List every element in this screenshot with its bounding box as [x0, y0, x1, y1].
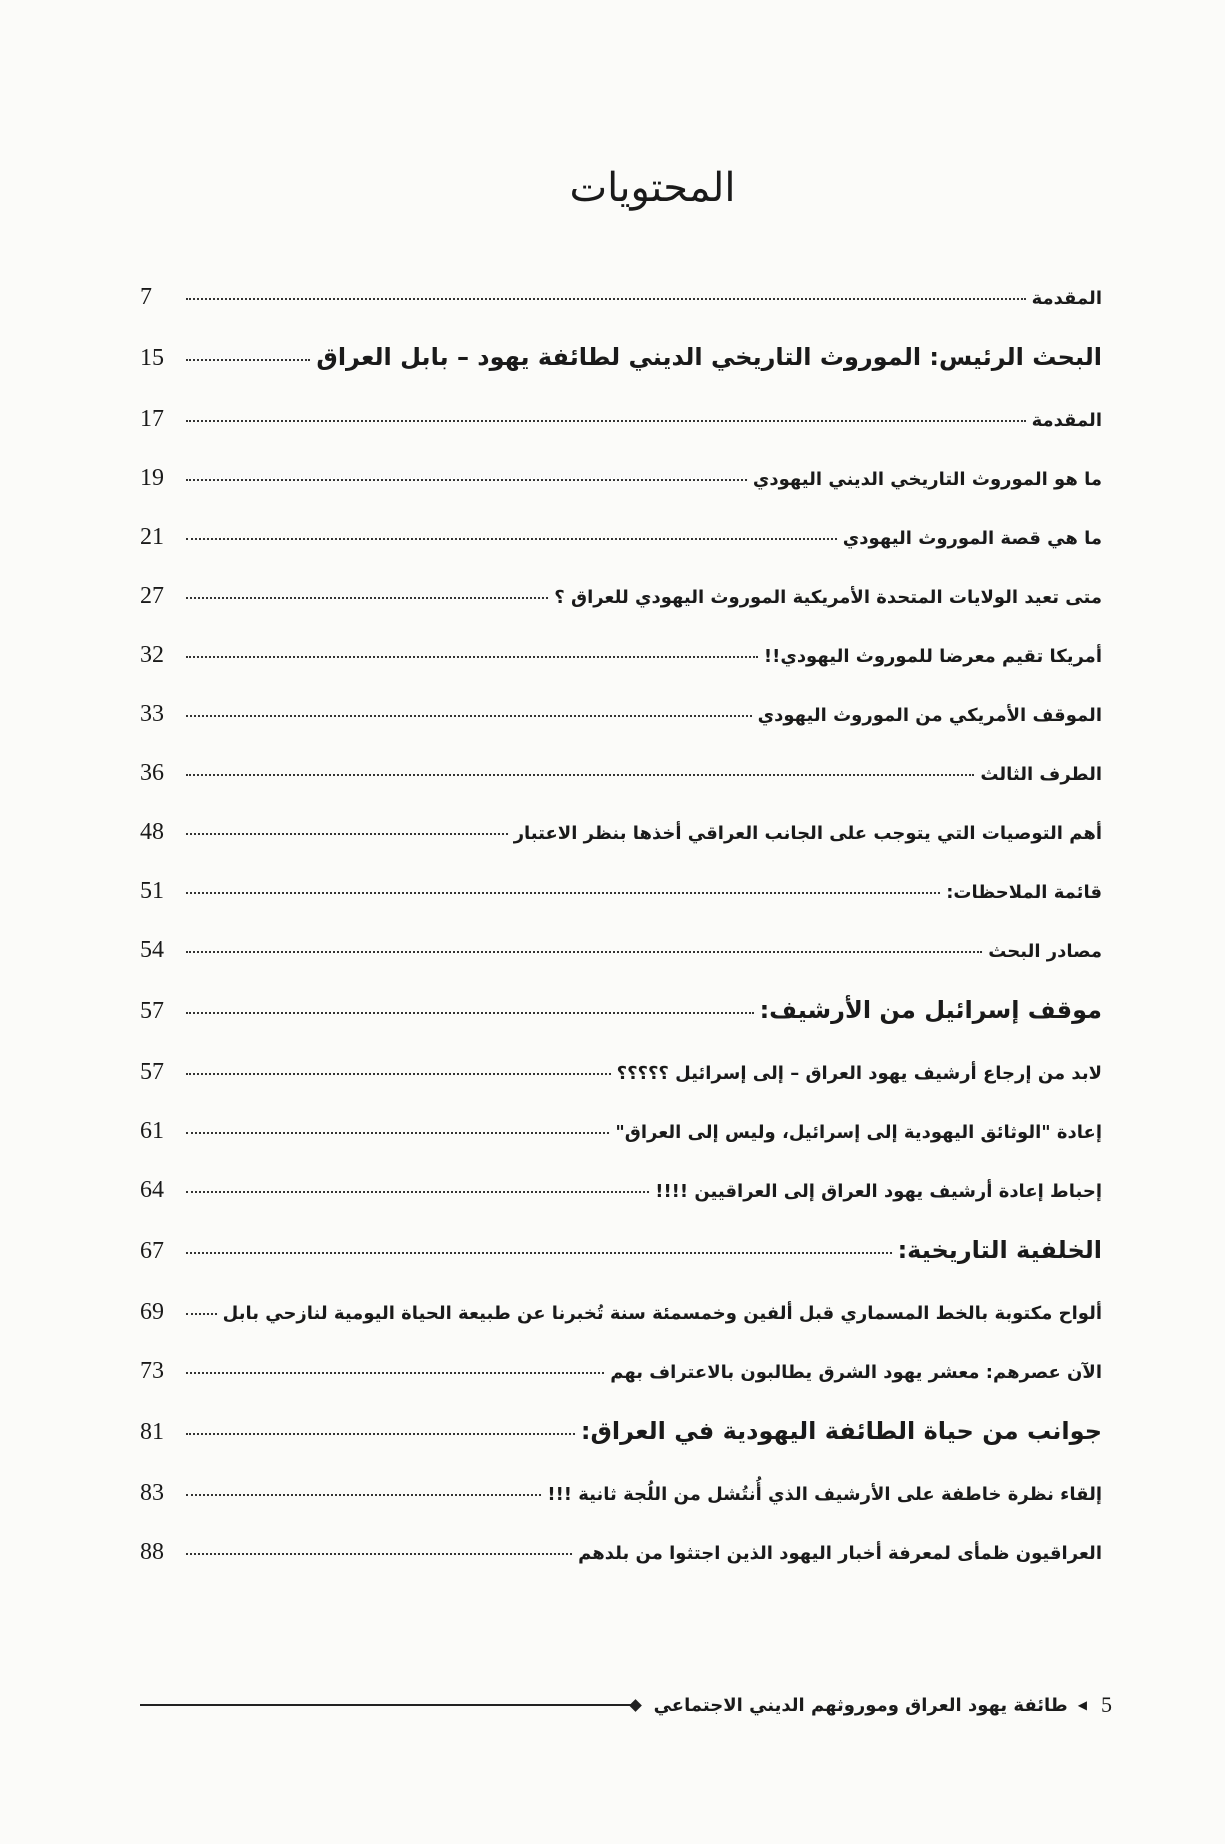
- dot-leader: [186, 538, 837, 540]
- footer-book-title: طائفة يهود العراق وموروثهم الديني الاجتماعي: [653, 1694, 1068, 1716]
- toc-entry[interactable]: [140, 1480, 1102, 1539]
- toc-entry-title: الآن عصرهم: معشر يهود الشرق يطالبون بالاعتراف بهم: [610, 1362, 1102, 1383]
- toc-entry-page: 19: [140, 465, 164, 491]
- dot-leader: [186, 1132, 609, 1134]
- toc-entry-page: 61: [140, 1118, 164, 1144]
- toc-entry-page: 7: [140, 284, 152, 310]
- toc-entry-page: 57: [140, 998, 164, 1024]
- toc-entry-page: 88: [140, 1539, 164, 1565]
- toc-entry-title: ما هي قصة الموروث اليهودي: [842, 528, 1102, 549]
- toc-entry-title: أهم التوصيات التي يتوجب على الجانب العراقي أخذها بنظر الاعتبار: [513, 823, 1102, 844]
- toc-entry-page: 67: [140, 1238, 164, 1264]
- toc-entry-title: جوانب من حياة الطائفة اليهودية في العراق:: [580, 1417, 1102, 1445]
- toc-entry-title: العراقيون ظمأى لمعرفة أخبار اليهود الذين اجتثوا من بلدهم: [578, 1543, 1102, 1564]
- toc-entry-page: 48: [140, 819, 164, 845]
- toc-entry[interactable]: [140, 284, 1102, 343]
- page-title: المحتويات: [569, 165, 736, 211]
- toc-entry[interactable]: [140, 343, 1102, 406]
- dot-leader: [186, 1313, 217, 1315]
- page-footer: [140, 1692, 1112, 1718]
- toc-entry-title: الموقف الأمريكي من الموروث اليهودي: [757, 705, 1102, 726]
- toc-entry-title: المقدمة: [1031, 410, 1102, 431]
- toc-entry-page: 81: [140, 1419, 164, 1445]
- toc-entry-page: 51: [140, 878, 164, 904]
- toc-entry[interactable]: [140, 1118, 1102, 1177]
- toc-entry-title: مصادر البحث: [988, 941, 1102, 962]
- toc-entry-title: ما هو الموروث التاريخي الديني اليهودي: [752, 469, 1102, 490]
- toc-entry[interactable]: [140, 878, 1102, 937]
- dot-leader: [186, 1012, 754, 1014]
- diamond-ornament-icon: [629, 1699, 642, 1712]
- toc-entry-page: 15: [140, 345, 164, 371]
- dot-leader: [186, 1191, 649, 1193]
- toc-entry[interactable]: [140, 583, 1102, 642]
- toc-entry-title: لابد من إرجاع أرشيف يهود العراق – إلى إسرائيل ؟؟؟؟؟: [616, 1063, 1102, 1084]
- dot-leader: [186, 420, 1026, 422]
- toc-entry-title: إعادة "الوثائق اليهودية إلى إسرائيل، وليس إلى العراق": [615, 1122, 1102, 1143]
- toc-entry[interactable]: [140, 819, 1102, 878]
- dot-leader: [186, 1073, 611, 1075]
- toc-entry[interactable]: [140, 524, 1102, 583]
- toc-entry-page: 21: [140, 524, 164, 550]
- toc-entry[interactable]: [140, 642, 1102, 701]
- toc-entry[interactable]: [140, 1358, 1102, 1417]
- dot-leader: [186, 656, 758, 658]
- dot-leader: [186, 715, 752, 717]
- toc-entry-title: إلقاء نظرة خاطفة على الأرشيف الذي أُنتُشل من اللُجة ثانية !!!: [547, 1484, 1102, 1505]
- dot-leader: [186, 1372, 604, 1374]
- toc-entry-page: 57: [140, 1059, 164, 1085]
- toc-entry[interactable]: [140, 760, 1102, 819]
- toc-entry-title: إحباط إعادة أرشيف يهود العراق إلى العراقيين !!!!: [655, 1181, 1102, 1202]
- toc-entry[interactable]: [140, 996, 1102, 1059]
- dot-leader: [186, 1433, 575, 1435]
- toc-entry-title: البحث الرئيس: الموروث التاريخي الديني لطائفة يهود – بابل العراق: [316, 343, 1102, 371]
- dot-leader: [186, 1252, 892, 1254]
- toc-entry-page: 32: [140, 642, 164, 668]
- toc-entry-title: قائمة الملاحظات:: [946, 882, 1102, 903]
- toc-entry-title: الطرف الثالث: [980, 764, 1102, 785]
- dot-leader: [186, 1494, 541, 1496]
- footer-rule: [140, 1704, 631, 1706]
- toc-entry[interactable]: [140, 1059, 1102, 1118]
- dot-leader: [186, 479, 747, 481]
- toc-entry-title: المقدمة: [1031, 288, 1102, 309]
- table-of-contents: [140, 284, 1102, 1598]
- toc-entry-page: 64: [140, 1177, 164, 1203]
- toc-entry-title: متى تعيد الولايات المتحدة الأمريكية الموروث اليهودي للعراق ؟: [554, 587, 1102, 608]
- toc-entry-title: أمريكا تقيم معرضا للموروث اليهودي!!: [763, 646, 1102, 667]
- toc-entry[interactable]: [140, 701, 1102, 760]
- toc-entry[interactable]: [140, 1236, 1102, 1299]
- toc-entry[interactable]: [140, 1539, 1102, 1598]
- dot-leader: [186, 833, 508, 835]
- toc-entry-page: 73: [140, 1358, 164, 1384]
- toc-entry[interactable]: [140, 465, 1102, 524]
- toc-entry-title: ألواح مكتوبة بالخط المسماري قبل ألفين وخمسمئة سنة تُخبرنا عن طبيعة الحياة اليومية لنازحي بابل: [222, 1303, 1102, 1324]
- toc-entry[interactable]: [140, 406, 1102, 465]
- toc-entry[interactable]: [140, 1299, 1102, 1358]
- toc-entry-page: 36: [140, 760, 164, 786]
- toc-entry-page: 33: [140, 701, 164, 727]
- toc-entry[interactable]: [140, 1417, 1102, 1480]
- footer-page-number: 5: [1101, 1692, 1112, 1717]
- toc-entry[interactable]: [140, 937, 1102, 996]
- dot-leader: [186, 359, 310, 361]
- toc-entry-page: 27: [140, 583, 164, 609]
- dot-leader: [186, 774, 974, 776]
- dot-leader: [186, 951, 982, 953]
- triangle-icon: ◀: [1077, 1698, 1087, 1712]
- toc-entry[interactable]: [140, 1177, 1102, 1236]
- toc-entry-page: 83: [140, 1480, 164, 1506]
- toc-entry-page: 54: [140, 937, 164, 963]
- dot-leader: [186, 892, 940, 894]
- toc-entry-page: 69: [140, 1299, 164, 1325]
- dot-leader: [186, 1553, 572, 1555]
- toc-entry-title: موقف إسرائيل من الأرشيف:: [759, 996, 1102, 1024]
- toc-entry-title: الخلفية التاريخية:: [897, 1236, 1102, 1264]
- dot-leader: [186, 298, 1026, 300]
- dot-leader: [186, 597, 548, 599]
- toc-entry-page: 17: [140, 406, 164, 432]
